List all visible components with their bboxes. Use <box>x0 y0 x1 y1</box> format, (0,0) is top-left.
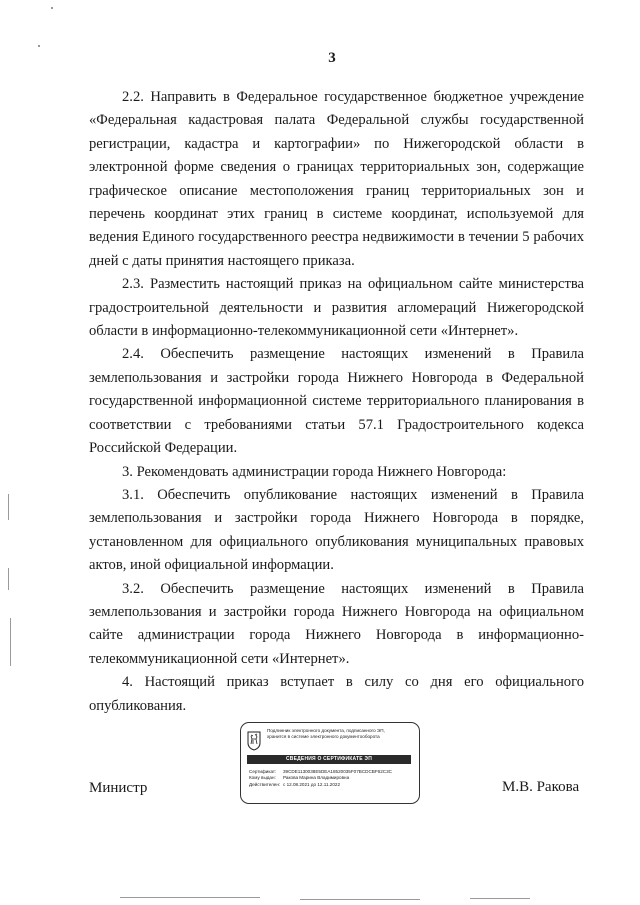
paragraph-3-1: 3.1. Обеспечить опубликование настоящих изменений в Правила землепользования и застройки города Нижнего Новгорода в порядке, установленном для официального опубликования муниципальных правовых актов, иной официальной информации. <box>89 486 584 574</box>
paragraph-2-2: 2.2. Направить в Федеральное государственное бюджетное учреждение «Федеральная кадастровая палата Федеральной службы государственной регистрации, кадастра и картографии» по Нижегородской области в электронной форме сведения о границах территориальных зон, содержащие графическое описание местоположения границ территориальных зон и перечень координат этих границ в системе координат, используемой для ведения Единого государственного реестра недвижимости в течении 5 рабочих дней с даты принятия настоящего приказа. <box>89 89 584 269</box>
scan-margin-mark <box>300 899 420 900</box>
scan-speck <box>38 45 40 47</box>
digital-signature-stamp <box>240 722 420 804</box>
stamp-header-line: Подлинник электронного документа, подписанного ЭП, <box>267 728 385 733</box>
document-body <box>89 86 584 718</box>
scan-speck <box>51 7 53 9</box>
paragraph-2-4: 2.4. Обеспечить размещение настоящих изменений в Правила землепользования и застройки города Нижнего Новгорода в Федеральной государственной информационной системе территориального планирования в соответствии с требованиями статьи 57.1 Градостроительного кодекса Российской Федерации. <box>89 346 584 457</box>
signer-title: Министр <box>89 780 148 796</box>
certificate-row-label: Действителен: <box>249 781 281 787</box>
scan-margin-mark <box>470 898 530 899</box>
page-number: 3 <box>328 50 336 66</box>
deer-coat-of-arms-icon <box>247 731 261 751</box>
paragraph-3-2: 3.2. Обеспечить размещение настоящих изменений в Правила землепользования и застройки города Нижнего Новгорода на официальном сайте администрации города Нижнего Новгорода в информационно-телекоммуникационной сети «Интернет». <box>89 580 584 667</box>
scan-margin-mark <box>120 897 260 898</box>
certificate-row <box>249 782 415 788</box>
paragraph-2-3: 2.3. Разместить настоящий приказ на официальном сайте министерства градостроительной деятельности и развития агломераций Нижегородской области в информационно-телекоммуникационной сети «Интернет». <box>89 276 584 340</box>
certificate-row-label: Кому выдан: <box>249 775 276 781</box>
certificate-details <box>249 769 415 788</box>
scan-margin-mark <box>8 568 9 590</box>
certificate-row-label: Сертификат: <box>249 769 277 774</box>
certificate-row-value: с 12.08.2021 до 12.11.2022 <box>283 781 341 787</box>
certificate-info-bar: СВЕДЕНИЯ О СЕРТИФИКАТЕ ЭП <box>247 755 411 764</box>
scan-margin-mark <box>8 494 9 520</box>
stamp-header <box>267 728 415 740</box>
paragraph-3: 3. Рекомендовать администрации города Нижнего Новгорода: <box>122 463 507 480</box>
paragraph-4: 4. Настоящий приказ вступает в силу со дня его официального опубликования. <box>89 674 584 714</box>
certificate-row-value: Ракова Марина Владимировна <box>283 775 350 781</box>
certificate-row-value: 39CDE1130038E5DEA18520035F07BCDCBF62C3C <box>283 769 392 774</box>
stamp-header-line: хранится в системе электронного документооборота <box>267 734 380 739</box>
signer-name: М.В. Ракова <box>502 779 580 795</box>
scan-margin-mark <box>10 618 11 666</box>
